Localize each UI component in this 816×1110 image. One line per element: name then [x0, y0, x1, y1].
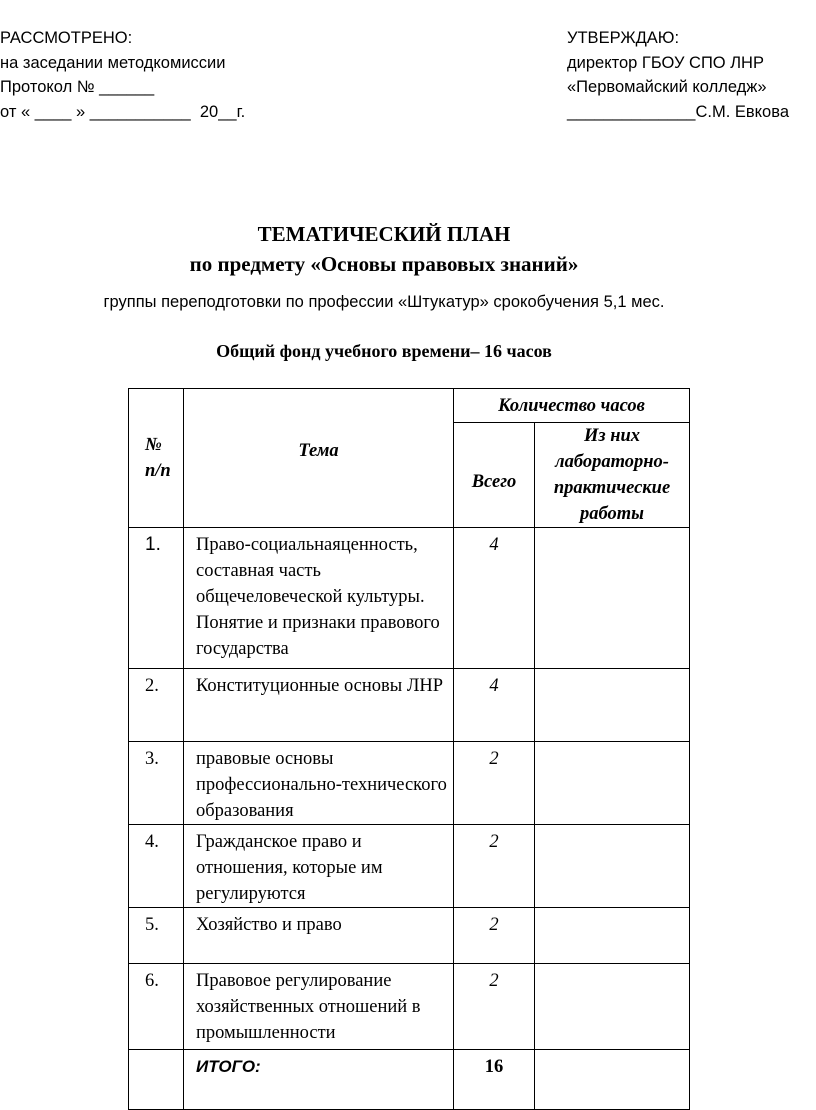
row-number: 5. [129, 908, 184, 964]
row-topic: правовые основы профессионально-технического образования [184, 742, 454, 825]
table-row [129, 825, 690, 908]
row-number: 4. [129, 825, 184, 908]
subject-title: по предмету «Основы правовых знаний» [189, 252, 579, 276]
row-number: 3. [129, 742, 184, 825]
row-topic: Право-социальнаяценность, составная часть общечеловеческой культуры. Понятие и признаки правового государства [184, 528, 454, 669]
footer-number-cell [129, 1050, 184, 1110]
approval-block-approved [567, 26, 789, 124]
header-hours: Количество часов [454, 389, 690, 423]
document-title: ТЕМАТИЧЕСКИЙ ПЛАН [257, 222, 511, 246]
footer-lab-cell [535, 1050, 690, 1110]
row-number [129, 528, 184, 669]
footer-total-label: ИТОГО: [184, 1050, 454, 1110]
row-topic: Конституционные основы ЛНР [184, 669, 454, 742]
row-lab-hours [535, 964, 690, 1050]
row-topic: Правовое регулирование хозяйственных отношений в промышленности [184, 964, 454, 1050]
row-lab-hours [535, 669, 690, 742]
table-row [129, 528, 690, 669]
row-number: 6. [129, 964, 184, 1050]
row-total-hours: 2 [454, 825, 535, 908]
college-name-line: «Первомайский колледж» [567, 78, 767, 96]
signature-line: ______________С.М. Евкова [567, 102, 789, 121]
header-number [129, 389, 184, 528]
row-topic: Гражданское право и отношения, которые им регулируются [184, 825, 454, 908]
header-lab-works: Из них лабораторно-практические работы [535, 423, 690, 528]
total-study-time: Общий фонд учебного времени– 16 часов [216, 341, 552, 361]
table-row [129, 742, 690, 825]
header-total: Всего [454, 423, 535, 528]
group-description: группы переподготовки по профессии «Штукатур» срокобучения 5,1 мес. [103, 293, 665, 311]
footer-total-hours: 16 [454, 1050, 535, 1110]
date-line: от « ____ » ___________ 20__г. [0, 102, 246, 121]
row-lab-hours [535, 908, 690, 964]
reviewed-label: РАССМОТРЕНО: [0, 29, 133, 47]
header-number-line2: п/п [145, 461, 171, 481]
row-number-text: 1. [145, 534, 161, 555]
approved-label: УТВЕРЖДАЮ: [567, 29, 680, 47]
table-row [129, 908, 690, 964]
director-line: директор ГБОУ СПО ЛНР [567, 53, 764, 72]
row-lab-hours [535, 742, 690, 825]
table-row [129, 964, 690, 1050]
table-footer-row [129, 1050, 690, 1110]
row-total-hours: 2 [454, 908, 535, 964]
row-total-hours: 4 [454, 528, 535, 669]
row-total-hours: 2 [454, 964, 535, 1050]
commission-meeting-line: на заседании методкомиссии [0, 53, 226, 72]
thematic-plan-table [128, 388, 690, 1110]
row-lab-hours [535, 825, 690, 908]
table-row [129, 669, 690, 742]
row-number: 2. [129, 669, 184, 742]
row-topic: Хозяйство и право [184, 908, 454, 964]
row-lab-hours [535, 528, 690, 669]
header-topic: Тема [184, 389, 454, 528]
protocol-number-line: Протокол № ______ [0, 78, 155, 96]
row-total-hours: 4 [454, 669, 535, 742]
header-number-line1: № [145, 435, 162, 455]
approval-block-reviewed [0, 26, 245, 124]
row-total-hours: 2 [454, 742, 535, 825]
